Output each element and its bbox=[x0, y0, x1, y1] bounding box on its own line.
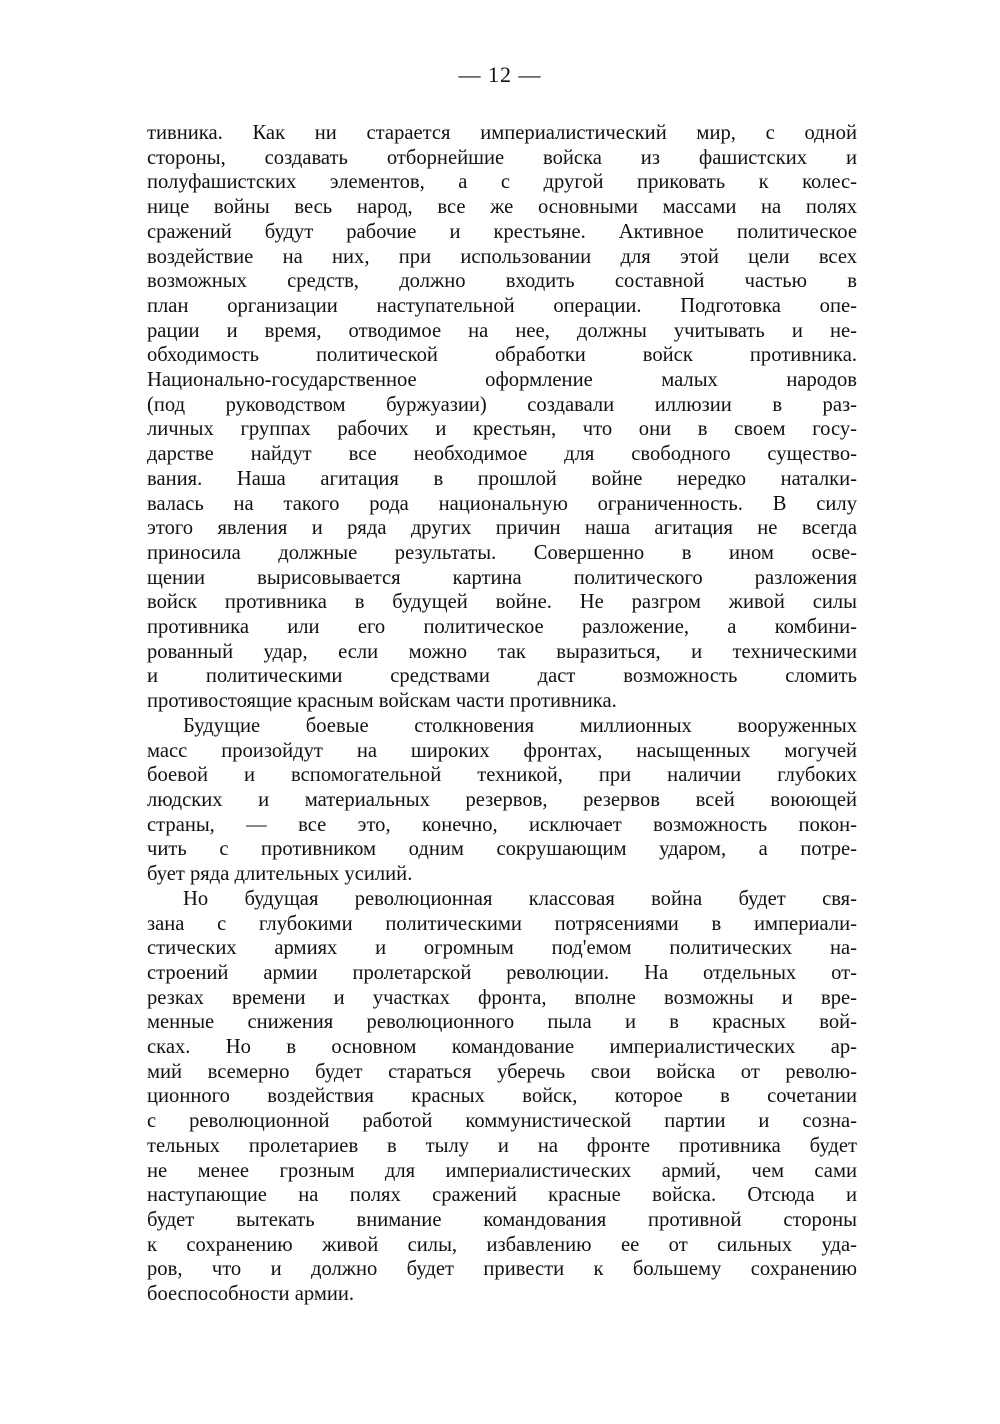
text-line: мий всемерно будет стараться уберечь свои войска от револю- bbox=[147, 1060, 857, 1083]
text-line: сражений будут рабочие и крестьяне. Активное политическое bbox=[147, 220, 857, 243]
text-line: стороны, создавать отборнейшие войска из фашистских и bbox=[147, 146, 857, 169]
text-line: план организации наступательной операции. Подготовка опе- bbox=[147, 294, 857, 317]
text-line: приносила должные результаты. Совершенно в ином осве- bbox=[147, 541, 857, 564]
text-line: возможных средств, должно входить составной частью в bbox=[147, 270, 857, 293]
text-line: будет вытекать внимание командования противной стороны bbox=[147, 1208, 857, 1231]
text-line: и политическими средствами даст возможность сломить bbox=[147, 665, 857, 688]
text-line: боеспособности армии. bbox=[147, 1283, 355, 1306]
text-line: вания. Наша агитация в прошлой войне нередко наталки- bbox=[147, 467, 857, 490]
text-line: нице войны весь народ, все же основными массами на полях bbox=[147, 196, 857, 219]
text-line: резках времени и участках фронта, вполне возможны и вре- bbox=[147, 986, 857, 1009]
text-line: с революционной работой коммунистической партии и созна- bbox=[147, 1110, 857, 1133]
text-line: страны, — все это, конечно, исключает возможность покон- bbox=[147, 813, 857, 836]
text-line: рованный удар, если можно так выразиться, и техническими bbox=[147, 640, 857, 663]
text-line: стических армиях и огромным под'емом политических на- bbox=[147, 937, 857, 960]
text-line: противника или его политическое разложение, а комбини- bbox=[147, 616, 857, 639]
text-line: строений армии пролетарской революции. На отдельных от- bbox=[147, 961, 857, 984]
body-text bbox=[147, 121, 857, 1307]
text-line: рации и время, отводимое на нее, должны учитывать и не- bbox=[147, 319, 857, 342]
text-line: Национально-государственное оформление малых народов bbox=[147, 369, 857, 392]
text-line: щении вырисовывается картина политического разложения bbox=[147, 566, 857, 589]
text-line: Но будущая революционная классовая война будет свя- bbox=[183, 887, 857, 910]
page-number: — 12 — bbox=[458, 62, 542, 87]
text-line: воздействие на них, при использовании для этой цели всех bbox=[147, 245, 857, 268]
text-line: наступающие на полях сражений красные войска. Отсюда и bbox=[147, 1184, 857, 1207]
paragraph-1 bbox=[147, 121, 857, 714]
text-line: тельных пролетариев в тылу и на фронте противника будет bbox=[147, 1134, 857, 1157]
text-line: к сохранению живой силы, избавлению ее от сильных уда- bbox=[147, 1233, 857, 1256]
text-line: личных группах рабочих и крестьян, что они в своем госу- bbox=[147, 418, 857, 441]
text-line: людских и материальных резервов, резервов всей воюющей bbox=[147, 788, 857, 811]
text-line: менные снижения революционного пыла и в красных вой- bbox=[147, 1011, 857, 1034]
text-line: тивника. Как ни старается империалистический мир, с одной bbox=[147, 122, 857, 144]
text-line: чить с противником одним сокрушающим ударом, а потре- bbox=[147, 838, 857, 861]
text-line: обходимость политической обработки войск противника. bbox=[147, 344, 857, 367]
text-line: сках. Но в основном командование империалистических ар- bbox=[147, 1036, 857, 1059]
text-line: войск противника в будущей войне. Не разгром живой силы bbox=[147, 591, 857, 614]
text-line: не менее грозным для империалистических армий, чем сами bbox=[147, 1159, 857, 1182]
text-line: этого явления и ряда других причин наша агитация не всегда bbox=[147, 517, 857, 540]
paragraph-3 bbox=[147, 887, 857, 1307]
text-line: Будущие боевые столкновения миллионных вооруженных bbox=[183, 714, 857, 737]
text-line: боевой и вспомогательной техникой, при наличии глубоких bbox=[147, 764, 857, 787]
text-line: дарстве найдут все необходимое для свободного существо- bbox=[147, 443, 857, 466]
text-line: бует ряда длительных усилий. bbox=[147, 863, 413, 886]
text-line: противостоящие красным войскам части противника. bbox=[147, 690, 617, 713]
text-line: ционного воздействия красных войск, которое в сочетании bbox=[147, 1085, 857, 1108]
text-line: ров, что и должно будет привести к большему сохранению bbox=[147, 1258, 857, 1281]
text-line: (под руководством буржуазии) создавали иллюзии в раз- bbox=[147, 393, 857, 416]
text-line: масс произойдут на широких фронтах, насыщенных могучей bbox=[147, 739, 857, 762]
text-line: полуфашистских элементов, а с другой приковать к колес- bbox=[147, 171, 857, 194]
text-line: зана с глубокими политическими потрясениями в империали- bbox=[147, 912, 857, 935]
text-line: валась на такого рода национальную ограниченность. В силу bbox=[147, 492, 857, 515]
paragraph-2 bbox=[147, 714, 857, 887]
